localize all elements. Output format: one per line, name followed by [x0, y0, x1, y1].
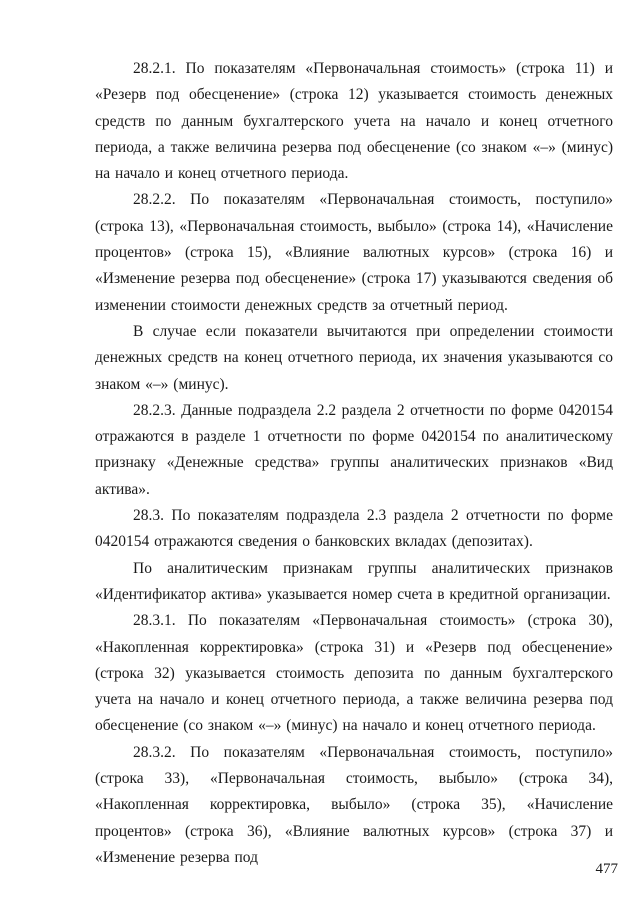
paragraph: 28.3.1. По показателям «Первоначальная стоимость» (строка 30), «Накопленная корректировка» (строка 31) и «Резерв под обесценение» (строка 32) указывается стоимость депозита по данным бухгалтерского учета на начало и конец отчетного периода, а также величина резерва под обесценение (со знаком «–» (минус) на начало и конец отчетного периода. [95, 612, 613, 735]
paragraph: В случае если показатели вычитаются при определении стоимости денежных средств на конец отчетного периода, их значения указываются со знаком «–» (минус). [95, 322, 613, 393]
page-number: 477 [595, 861, 618, 877]
paragraph: По аналитическим признакам группы аналитических признаков «Идентификатор актива» указывается номер счета в кредитной организации. [95, 559, 613, 603]
paragraph: 28.2.2. По показателям «Первоначальная стоимость, поступило» (строка 13), «Первоначальная стоимость, выбыло» (строка 14), «Начисление процентов» (строка 15), «Влияние валютных курсов» (строка 16) и «Изменение резерва под обесценение» (строка 17) указываются сведения об изменении стоимости денежных средств за отчетный период. [95, 191, 613, 314]
paragraph: 28.2.3. Данные подраздела 2.2 раздела 2 отчетности по форме 0420154 отражаются в разделе 1 отчетности по форме 0420154 по аналитическому признаку «Денежные средства» группы аналитических признаков «Вид актива». [95, 401, 613, 498]
paragraph: 28.3. По показателям подраздела 2.3 раздела 2 отчетности по форме 0420154 отражаются сведения о банковских вкладах (депозитах). [95, 507, 613, 551]
paragraph: 28.3.2. По показателям «Первоначальная стоимость, поступило» (строка 33), «Первоначальная стоимость, выбыло» (строка 34), «Накопленная корректировка, выбыло» (строка 35), «Начисление процентов» (строка 36), «Влияние валютных курсов» (строка 37) и «Изменение резерва под [95, 743, 613, 866]
paragraph: 28.2.1. По показателям «Первоначальная стоимость» (строка 11) и «Резерв под обесценение» (строка 12) указывается стоимость денежных средств по данным бухгалтерского учета на начало и конец отчетного периода, а также величина резерва под обесценение (со знаком «–» (минус) на начало и конец отчетного периода. [95, 60, 613, 183]
document-body [95, 56, 613, 871]
